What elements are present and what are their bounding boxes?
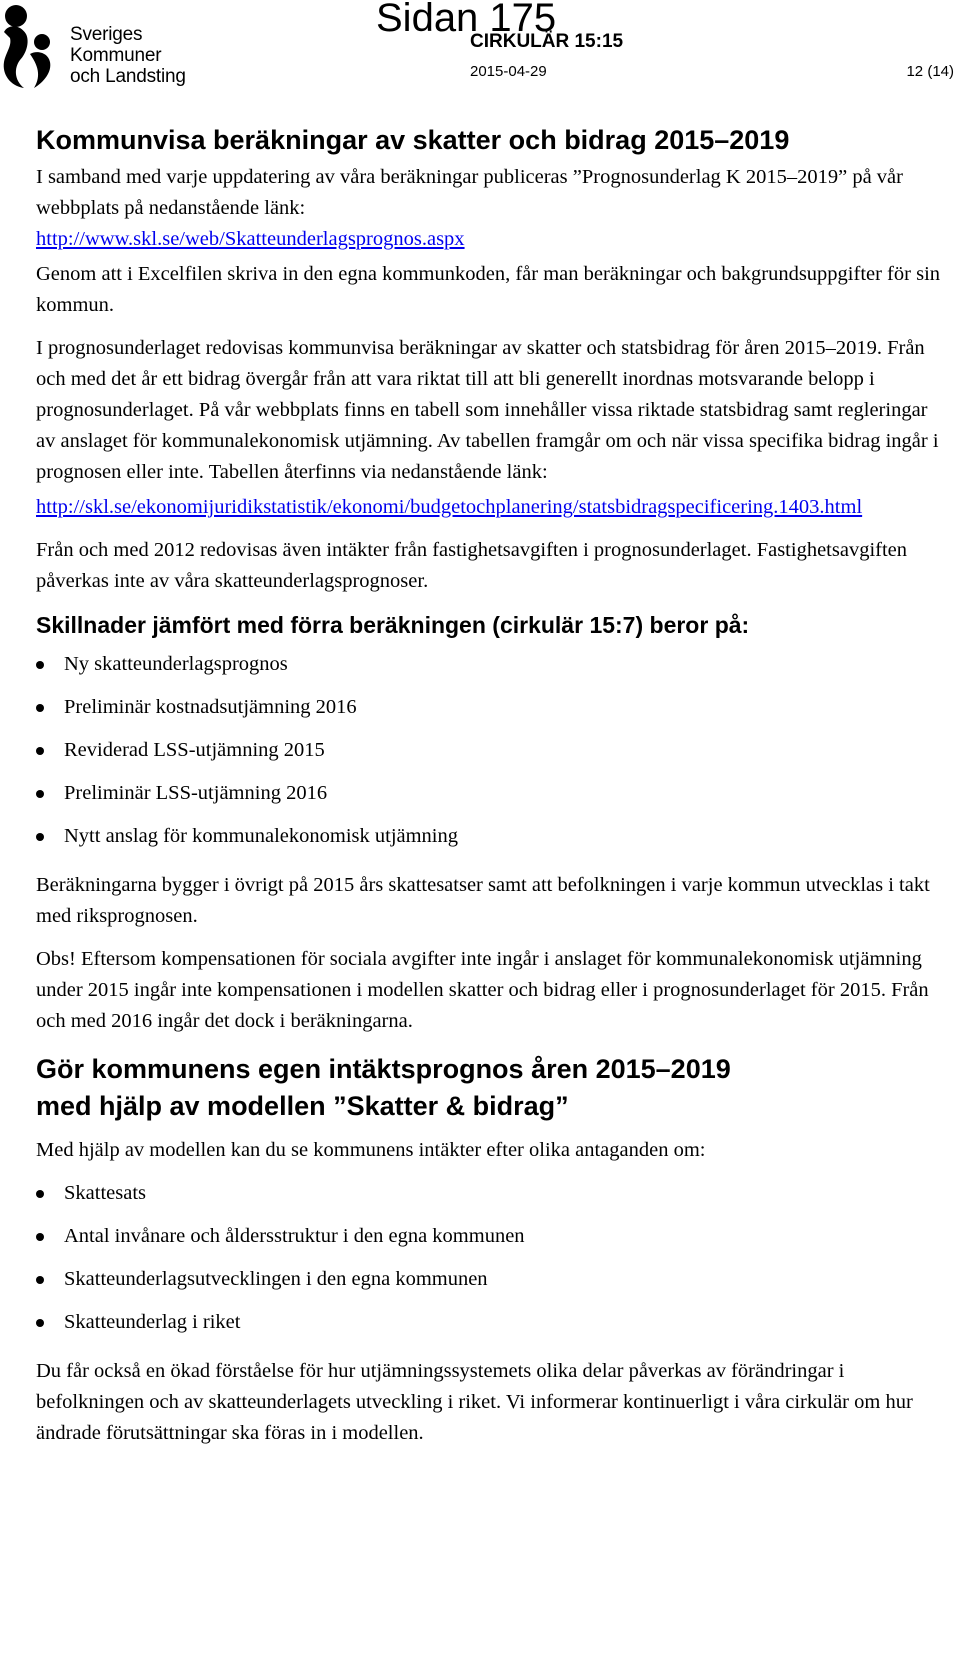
skl-logo [0,0,190,92]
logo-line-2: Kommuner [70,45,162,66]
bullet-icon [36,1190,44,1198]
logo-line-3: och Landsting [70,66,186,87]
bullet-icon [36,1276,44,1284]
paragraph-outro: Du får också en ökad förståelse för hur utjämningssystemets olika delar påverkas av förändringar i befolkningen och av skatteunderlagets utveckling i riket. Vi informerar kontinuerligt i våra cirkulär om hur ändrade förutsättningar ska föras in i modellen. [36,1360,913,1444]
paragraph-excel: Genom att i Excelfilen skriva in den egna kommunkoden, får man beräkningar och bakgrundsuppgifter för sin kommun. [36,263,941,316]
main-content [36,122,948,1461]
list-item: Skattesats [36,1178,948,1221]
bullet-icon [36,1233,44,1241]
bullet-icon [36,747,44,755]
list-item: Preliminär LSS-utjämning 2016 [36,778,948,821]
heading-line-1: Gör kommunens egen intäktsprognos åren 2015–2019 [36,1054,731,1084]
skl-logo-icon [0,2,66,92]
list-item: Preliminär kostnadsutjämning 2016 [36,692,948,735]
logo-wordmark [70,24,186,87]
section-heading-kommunvisa: Kommunvisa beräkningar av skatter och bidrag 2015–2019 [36,125,790,155]
paragraph-intro-text: I samband med varje uppdatering av våra beräkningar publiceras ”Prognosunderlag K 2015–2019” på vår webbplats på nedanstående länk: [36,166,903,219]
bullet-icon [36,833,44,841]
bullet-icon [36,704,44,712]
paragraph-model-intro: Med hjälp av modellen kan du se kommunens intäkter efter olika antaganden om: [36,1139,706,1161]
document-date: 2015-04-29 [470,63,547,80]
section-heading-skillnader: Skillnader jämfört med förra beräkningen (cirkulär 15:7) beror på: [36,612,750,638]
list-item: Skatteunderlag i riket [36,1307,948,1350]
list-item: Reviderad LSS-utjämning 2015 [36,735,948,778]
list-item: Antal invånare och åldersstruktur i den egna kommunen [36,1221,948,1264]
link-statsbidragspecificering[interactable]: http://skl.se/ekonomijuridikstatistik/ekonomi/budgetochplanering/statsbidragspecificering.1403.html [36,496,863,518]
page-number: 12 (14) [906,63,954,80]
page-stamp: Sidan 175 [376,0,557,40]
logo-line-1: Sveriges [70,24,143,45]
bullet-icon [36,790,44,798]
paragraph-intro [36,162,948,255]
paragraph-fastighetsavgift: Från och med 2012 redovisas även intäkter från fastighetsavgiften i prognosunderlaget. Fastighetsavgiften påverkas inte av våra skatteunderlagsprognoser. [36,539,908,592]
heading-line-2: med hjälp av modellen ”Skatter & bidrag” [36,1091,569,1121]
link-skatteunderlagsprognos[interactable]: http://www.skl.se/web/Skatteunderlagsprognos.aspx [36,228,465,250]
circular-number: CIRKULÄR 15:15 [470,31,624,52]
paragraph-obs: Obs! Eftersom kompensationen för sociala avgifter inte ingår i anslaget för kommunalekonomisk utjämning under 2015 ingår inte kompensationen i modellen skatter och bidrag eller i prognosunderlaget för 2015. Från och med 2016 ingår det dock i beräkningarna. [36,948,929,1032]
section-heading-intaktsprognos [36,1051,948,1125]
list-item: Skatteunderlagsutvecklingen i den egna kommunen [36,1264,948,1307]
list-item: Nytt anslag för kommunalekonomisk utjämning [36,821,948,864]
paragraph-berakningarna: Beräkningarna bygger i övrigt på 2015 års skattesatser samt att befolkningen i varje kommun utvecklas i takt med riksprognosen. [36,874,930,927]
bullet-icon [36,1319,44,1327]
paragraph-link-statsbidrag [36,492,948,523]
paragraph-prognosunderlag: I prognosunderlaget redovisas kommunvisa beräkningar av skatter och statsbidrag för åren 2015–2019. Från och med det år ett bidrag övergår från att vara riktat till att bli generellt inordnas motsvarande belopp i prognosunderlaget. På vår webbplats finns en tabell som innehåller vissa riktade statsbidrag samt regleringar av anslaget för kommunalekonomisk utjämning. Av tabellen framgår om och när vissa specifika bidrag ingår i prognosen eller inte. Tabellen återfinns via nedanstående länk: [36,337,939,483]
bullet-icon [36,661,44,669]
list-item: Ny skatteunderlagsprognos [36,649,948,692]
list-differences [36,649,948,864]
list-assumptions [36,1178,948,1350]
